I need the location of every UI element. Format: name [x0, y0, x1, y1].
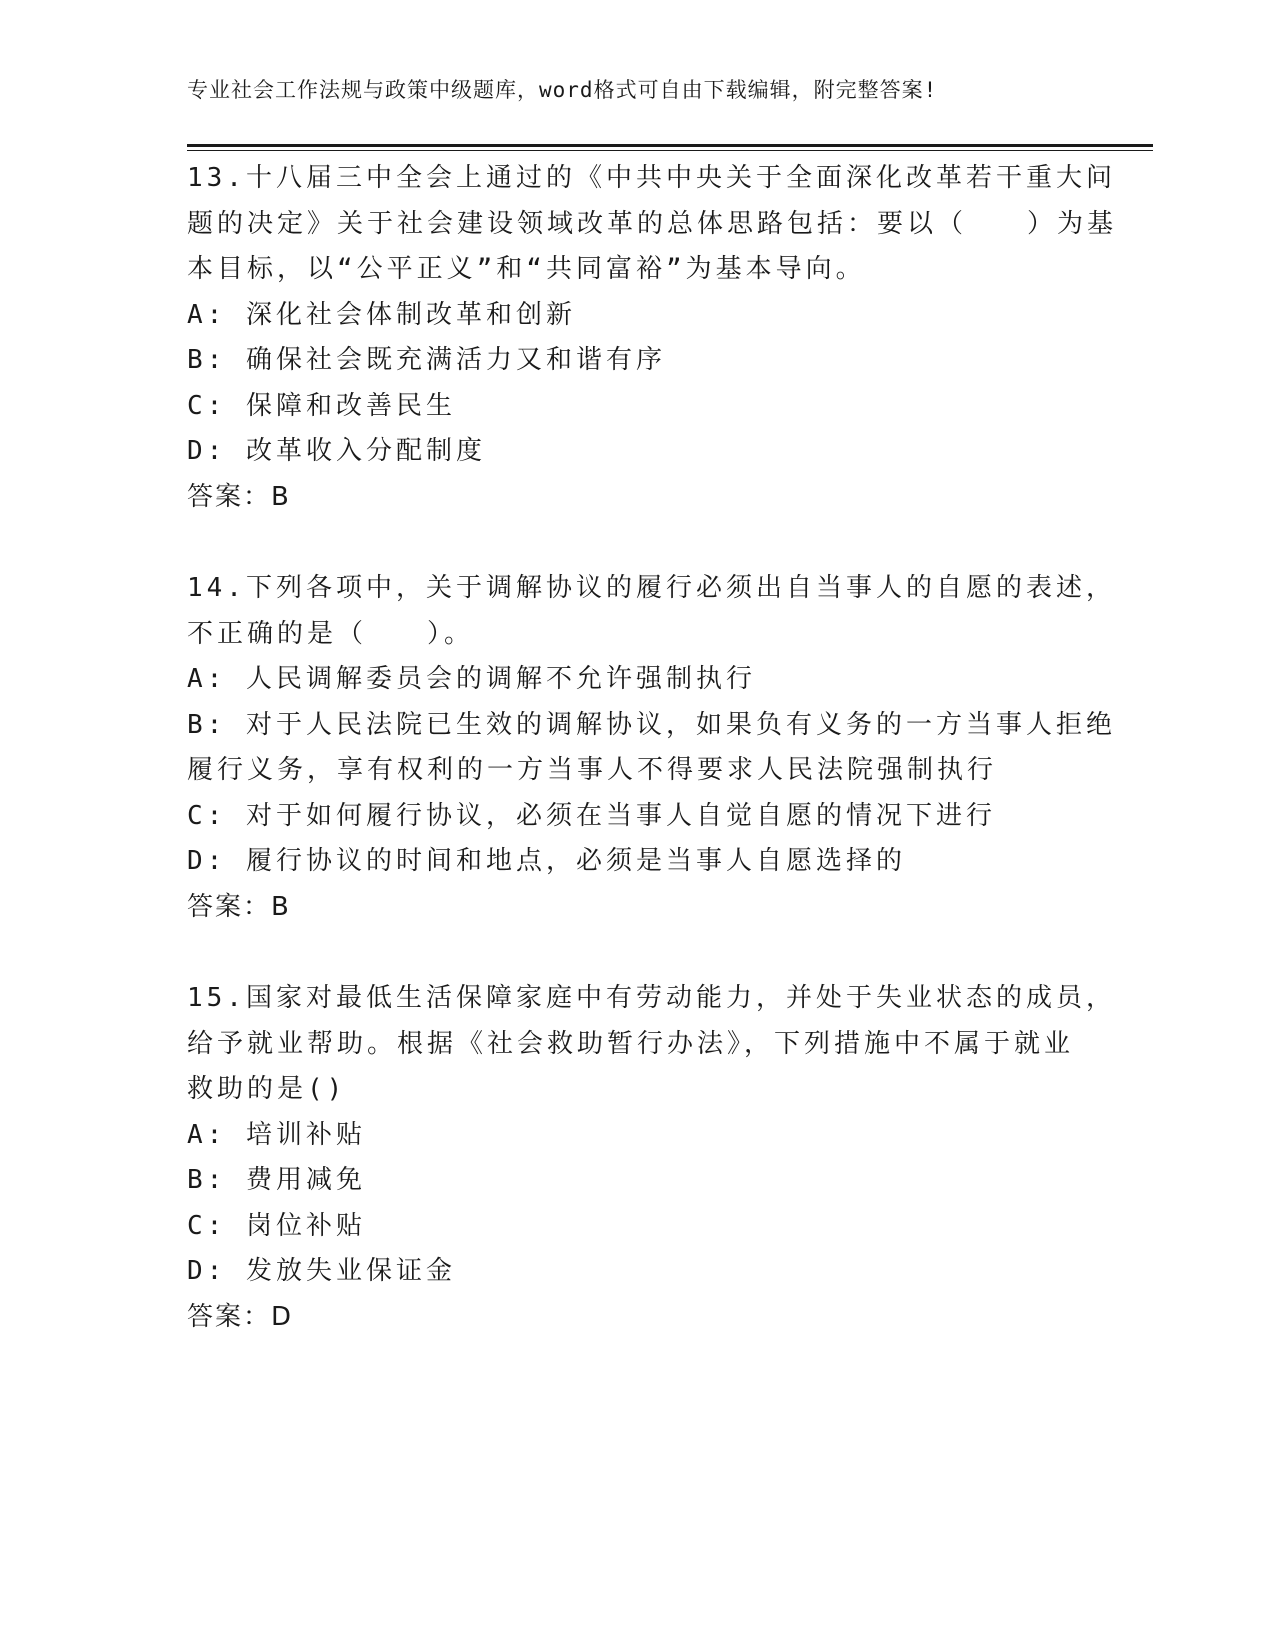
answer: 答案：B: [187, 481, 291, 512]
option-a: A: 培训补贴: [187, 1119, 366, 1150]
question-list: [187, 156, 1118, 1386]
option-b-continued: 履行义务，享有权利的一方当事人不得要求人民法院强制执行: [187, 755, 998, 785]
option-d: D: 发放失业保证金: [187, 1256, 456, 1286]
answer: 答案：B: [187, 891, 291, 922]
option-b: B: 确保社会既充满活力又和谐有序: [187, 345, 666, 375]
option-c: C: 对于如何履行协议，必须在当事人自觉自愿的情况下进行: [187, 800, 996, 831]
option-c: C: 保障和改善民生: [187, 390, 456, 421]
question-stem-line: 本目标，以“公平正义”和“共同富裕”为基本导向。: [187, 254, 866, 284]
header-rule-thick: [187, 144, 1153, 147]
question-15: [187, 976, 1116, 1340]
header-rule-thin: [187, 150, 1153, 151]
question-stem-line: 给予就业帮助。根据《社会救助暂行办法》，下列措施中不属于就业: [187, 1028, 1075, 1059]
question-stem-line: 13.十八届三中全会上通过的《中共中央关于全面深化改革若干重大问: [187, 163, 1116, 193]
option-b: B: 对于人民法院已生效的调解协议，如果负有义务的一方当事人拒绝: [187, 709, 1116, 740]
option-d: D: 履行协议的时间和地点，必须是当事人自愿选择的: [187, 846, 906, 876]
option-a: A: 深化社会体制改革和创新: [187, 299, 576, 330]
page-header: 专业社会工作法规与政策中级题库，word格式可自由下载编辑，附完整答案!: [187, 78, 938, 102]
question-stem-line: 题的决定》关于社会建设领域改革的总体思路包括：要以（ ）为基: [187, 208, 1118, 239]
question-stem-line: 14.下列各项中，关于调解协议的履行必须出自当事人的自愿的表述，: [187, 573, 1116, 603]
question-13: [187, 156, 1118, 520]
option-a: A: 人民调解委员会的调解不允许强制执行: [187, 664, 756, 694]
option-b: B: 费用减免: [187, 1165, 366, 1195]
question-stem-line: 15.国家对最低生活保障家庭中有劳动能力，并处于失业状态的成员，: [187, 983, 1116, 1013]
question-stem-line: 不正确的是（ ）。: [187, 618, 475, 649]
answer: 答案：D: [187, 1301, 294, 1332]
question-14: [187, 566, 1116, 930]
question-stem-line: 救助的是(): [187, 1074, 347, 1104]
option-d: D: 改革收入分配制度: [187, 436, 486, 466]
option-c: C: 岗位补贴: [187, 1210, 366, 1241]
